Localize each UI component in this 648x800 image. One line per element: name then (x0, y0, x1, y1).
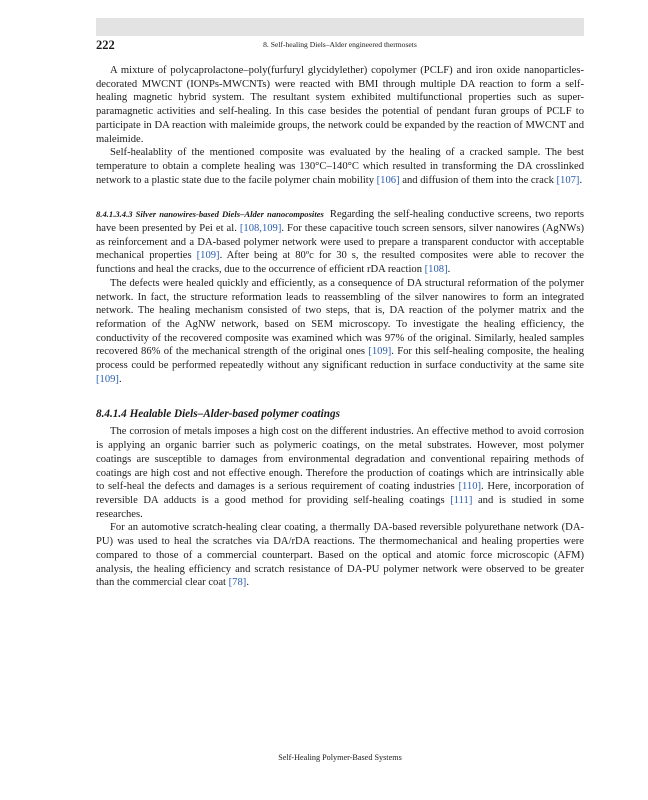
paragraph-defects-healed (96, 277, 584, 387)
page-number: 222 (96, 38, 115, 52)
page-header (96, 38, 584, 52)
subsubsection-heading: 8.4.1.3.4.3 Silver nanowires-based Diels–Alder nanocomposites (96, 209, 324, 220)
text-run: . (118, 373, 122, 385)
citation-link[interactable]: [111] (450, 494, 473, 506)
paragraph-silver-nanowires (96, 208, 584, 277)
text-run: For an automotive scratch-healing clear coating, a thermally DA-based reversible polyurethane network (DA-PU) was used to heal the scratches via DA/rDA reactions. The thermomechanical and healing properties were compared to those of a commercial counterpart. Based on the optical and atomic force microscopic (AFM) analysis, the healing efficiency and scratch resistance of DA-PU polymer network were observed to be greater than the commercial clear coat (96, 522, 584, 589)
citation-link[interactable]: [109] (368, 346, 392, 358)
text-run: . After being at 80ºc for 30 s, the resulted composites were able to recover the functions and heal the cracks, due to the occurrence of efficient rDA reaction (96, 250, 584, 276)
paragraph-self-healability (96, 146, 584, 187)
text-run: Regarding the self-healing conductive screens, two reports have been presented by Pei et al. (96, 209, 585, 235)
text-run: . (579, 174, 583, 186)
text-run: The defects were healed quickly and efficiently, as a consequence of DA structural reformation of the polymer network. In fact, the structure reformation leads to reassembling of the silver nanowires to form an integrated network. The healing mechanism consisted of two steps, that is, DA reaction of the polymer matrix and the reformation of the AgNW network, based on SEM microscopy. To investigate the healing efficiency, the conductivity of the recovered composite was examined which was 97% of the original. Similarly, healed samples recovered 86% of the mechanical strength of the original ones (96, 277, 584, 358)
text-run: Self-healablity of the mentioned composite was evaluated by the healing of a cracked sample. The best temperature to obtain a complete healing was 130°C–140°C which resulted in transforming the DA crosslinked network to a plastic state due to the facile polymer chain mobility (96, 147, 584, 186)
citation-link[interactable]: [108] (424, 264, 448, 276)
text-run: . (246, 577, 249, 589)
paragraph-corrosion (96, 425, 584, 521)
text-run: and diffusion of them into the crack (399, 174, 557, 186)
citation-link[interactable]: [109] (196, 250, 220, 262)
running-head: 8. Self-healing Diels–Alder engineered thermosets (263, 40, 417, 49)
paragraph-pclf-hybrid: A mixture of polycaprolactone–poly(furfuryl glycidylether) copolymer (PCLF) and iron oxide nanoparticles-decorated MWCNT (IONPs-MWCNTs) were reacted with BMI through multiple DA reaction to form a self-healing magnetic hybrid system. The resultant system exhibited multifunctional properties such as super-paramagnetic activities and self-healing. In this case besides the potential of pendant furan groups of PCLF to participate in DA reaction with maleimide groups, the network could be expanded by the reaction of MWCNT and maleimide. (96, 65, 584, 145)
citation-link[interactable]: [109] (96, 373, 119, 385)
page-footer: Self-Healing Polymer-Based Systems (278, 753, 402, 762)
text-run: . For this self-healing composite, the healing process could be performed repeatedly without any significant reduction in surface conductivity at the same site (96, 346, 585, 372)
text-run: and is studied in some researches. (96, 494, 584, 520)
citation-link[interactable]: [78] (228, 577, 247, 589)
text-run: . (447, 264, 451, 276)
header-bar (96, 18, 584, 36)
text-run: . Here, incorporation of reversible DA adducts is a good method for providing self-healing coatings (96, 481, 584, 506)
section-heading: 8.4.1.4 Healable Diels–Alder-based polymer coatings (96, 408, 340, 421)
spacer (96, 187, 584, 208)
citation-link[interactable]: [107] (556, 174, 580, 186)
citation-link[interactable]: [106] (376, 174, 400, 186)
page-body (96, 64, 584, 590)
spacer (96, 386, 584, 407)
citation-link[interactable]: [108,109] (239, 223, 282, 235)
text-run: . For these capacitive touch screen sensors, silver nanowires (AgNWs) as reinforcement and a DA-based polymer network were used to prepare a transparent conductor with acceptable mechanical properties (96, 223, 584, 262)
text-run: The corrosion of metals imposes a high cost on the different industries. An effective method to avoid corrosion is applying an organic barrier such as polymeric coatings, on the metal substrates. However, most polymer coatings are susceptible to damages from environmental degradation and conventional repairing methods of coatings are high cost and not effective enough. Therefore the production of coatings which are intrinsically able to self-heal the defects and damages is a serious requirement of coating industries (96, 426, 584, 493)
citation-link[interactable]: [110] (458, 481, 482, 493)
paragraph-automotive-coating (96, 521, 584, 590)
